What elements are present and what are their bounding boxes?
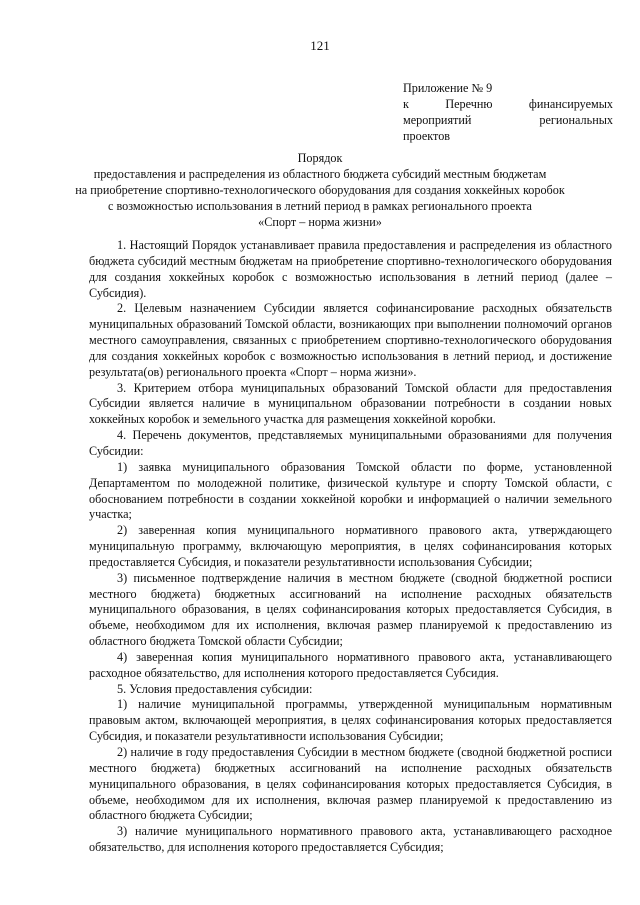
paragraph-4: 4. Перечень документов, представляемых муниципальными образованиями для получения Субсидии:: [89, 428, 612, 458]
paragraph-1: 1. Настоящий Порядок устанавливает правила предоставления и распределения из областного бюджета субсидий местным бюджетам на приобретение спортивно-технологического оборудования для создания хоккейных коробок с возможностью использования в летний период (далее – Субсидия).: [89, 238, 612, 300]
paragraph-4-item-4: 4) заверенная копия муниципального нормативного правового акта, устанавливающего расходное обязательство, для исполнения которого предоставляется Субсидия.: [89, 649, 612, 680]
annex-line-2: мероприятий региональных: [403, 113, 613, 127]
annex-title: Приложение № 9: [403, 81, 493, 95]
heading-line-2: предоставления и распределения из областного бюджета субсидий местным бюджетам: [93, 167, 547, 181]
document-body: [89, 238, 612, 856]
annex-block: [403, 80, 613, 144]
heading-line-5: «Спорт – норма жизни»: [258, 215, 382, 229]
heading-line-3: на приобретение спортивно-технологического оборудования для создания хоккейных коробок: [75, 183, 565, 197]
annex-line-1: к Перечню финансируемых: [403, 97, 613, 111]
paragraph-4-item-3: 3) письменное подтверждение наличия в местном бюджете (сводной бюджетной росписи местного бюджета) бюджетных ассигнований на исполнение расходных обязательств муниципального образования, в целях софинансирования которых предоставляется Субсидия, в объеме, необходимом для их исполнения, включая размер планируемой к предоставлению из областного бюджета Томской области Субсидии;: [89, 570, 612, 649]
paragraph-5-item-2: 2) наличие в году предоставления Субсидии в местном бюджете (сводной бюджетной росписи местного бюджета) бюджетных ассигнований на исполнение расходных обязательств муниципального образования, в целях софинансирования которых предоставляется Субсидия, в объеме, необходимом для их исполнения, включая размер планируемой к предоставлению из областного бюджета Субсидии;: [89, 745, 612, 823]
paragraph-3: 3. Критерием отбора муниципальных образований Томской области для предоставления Субсидии является наличие в муниципальном образовании потребности в создании новых хоккейных коробок и земельного участка для размещения хоккейной коробки.: [89, 380, 612, 427]
annex-line-3: проектов: [403, 129, 451, 143]
document-heading: [0, 150, 640, 230]
heading-line-4: с возможностью использования в летний период в рамках регионального проекта: [108, 199, 532, 213]
paragraph-2: 2. Целевым назначением Субсидии является софинансирование расходных обязательств муниципальных образований Томской области, возникающих при выполнении полномочий органов местного самоуправления, связанных с приобретением спортивно-технологического оборудования для создания хоккейных коробок с возможностью использования в летний период, и достижение результата(ов) регионального проекта «Спорт – норма жизни».: [89, 301, 612, 379]
paragraph-4-item-1: 1) заявка муниципального образования Томской области по форме, установленной Департаментом по молодежной политике, физической культуре и спорту Томской области, с обоснованием потребности в создании хоккейной коробки и информацией о наличии земельного участка;: [89, 459, 612, 522]
paragraph-4-item-2: 2) заверенная копия муниципального нормативного правового акта, утверждающего муниципальную программу, включающую мероприятия, в целях софинансирования которых предоставляется Субсидия, и показатели результативности использования Субсидии;: [89, 523, 612, 569]
paragraph-5-item-3: 3) наличие муниципального нормативного правового акта, устанавливающего расходное обязательство, для исполнения которого предоставляется Субсидия;: [89, 824, 612, 855]
paragraph-5: 5. Условия предоставления субсидии:: [117, 681, 313, 696]
page-number: 121: [310, 38, 330, 53]
paragraph-5-item-1: 1) наличие муниципальной программы, утвержденной муниципальным нормативным правовым актом, включающей мероприятия, в целях софинансирования которых предоставляется Субсидия, и показатели результативности использования Субсидии;: [89, 697, 612, 744]
heading-title: Порядок: [297, 151, 343, 165]
